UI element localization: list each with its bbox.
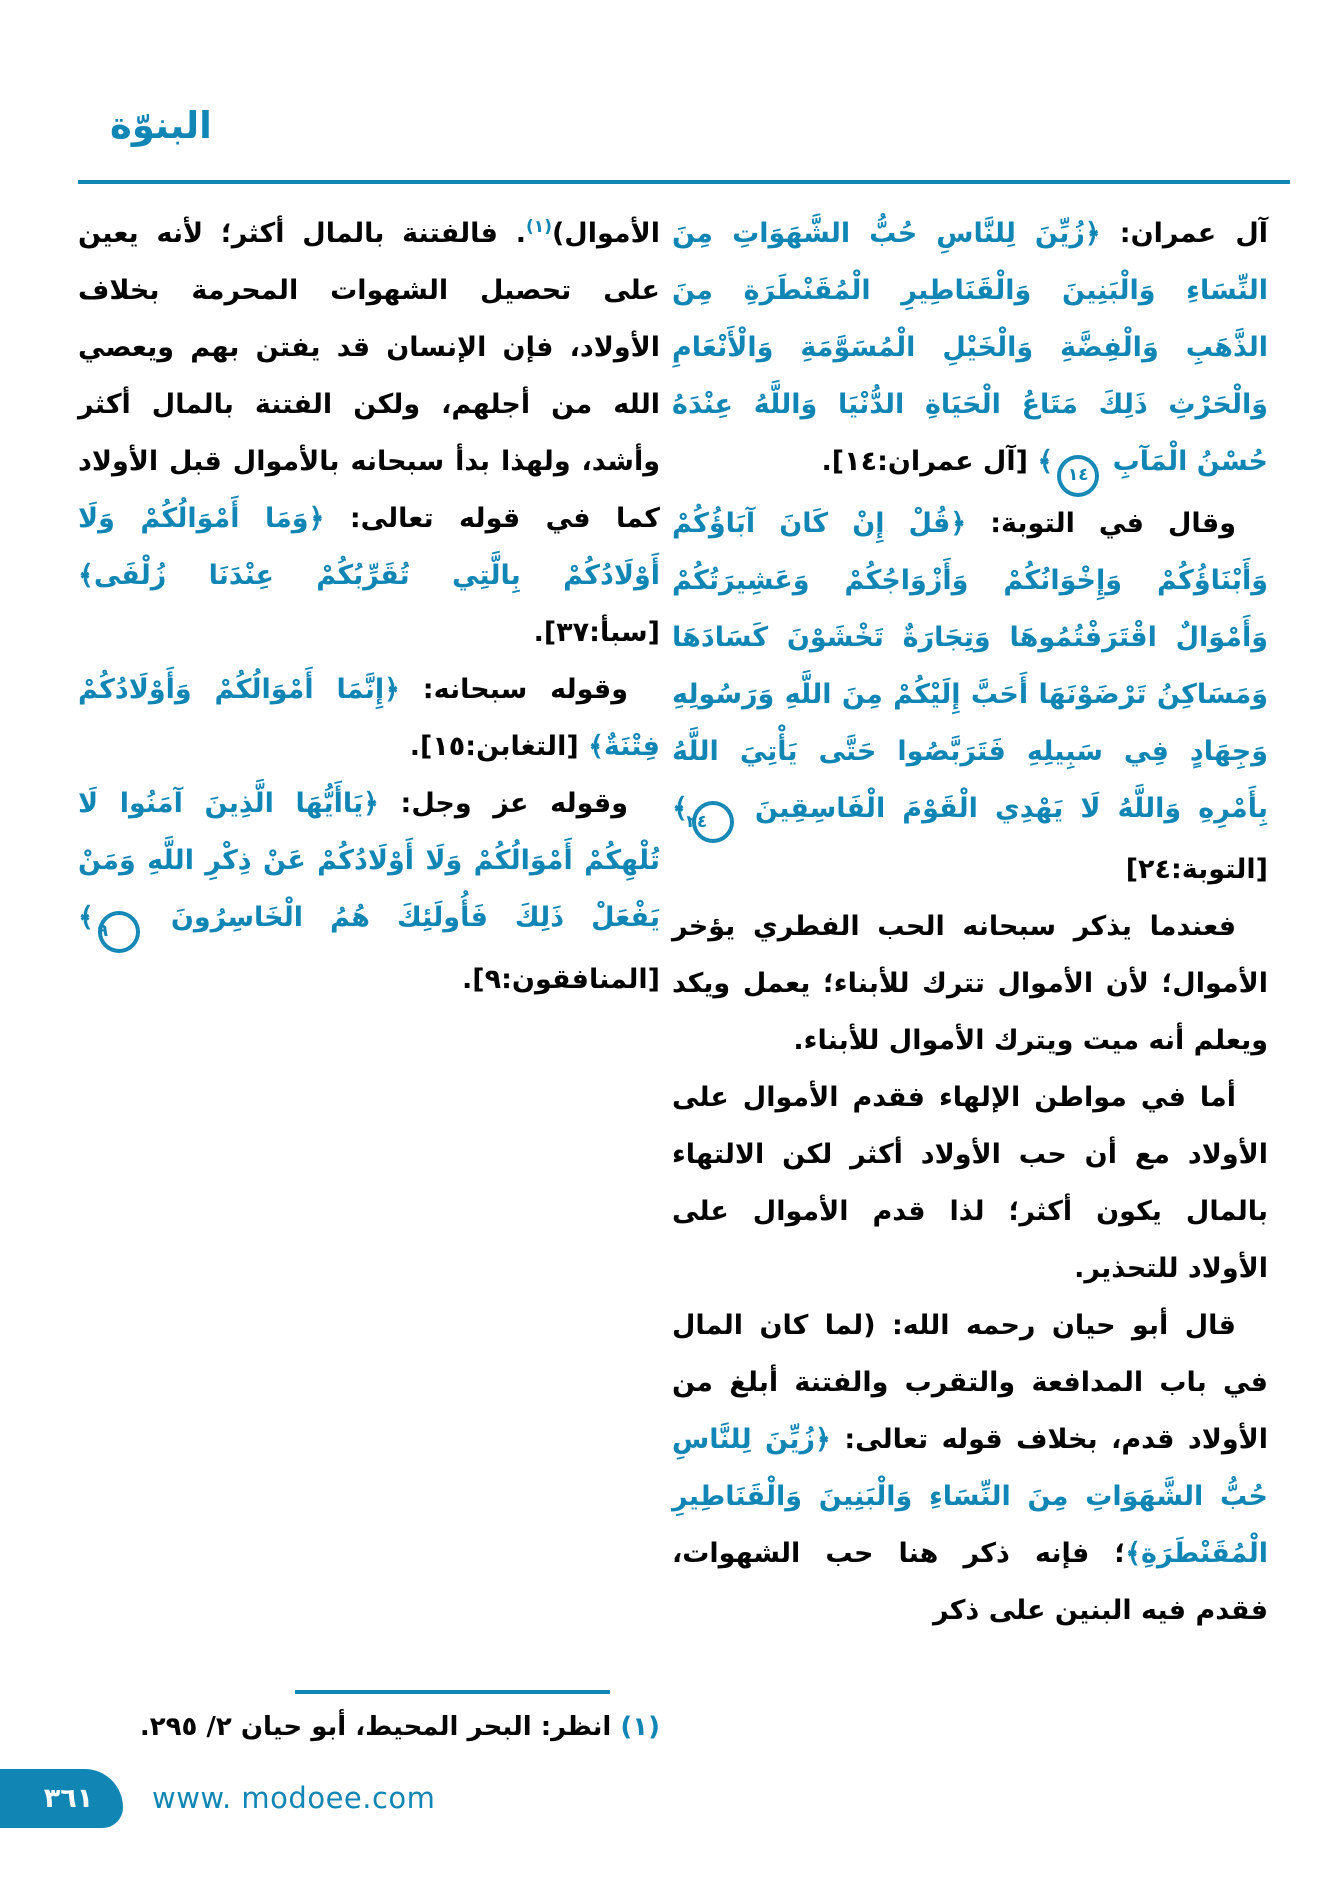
- paragraph: [78, 205, 660, 661]
- website-url: www. modoee.com: [152, 1781, 436, 1815]
- body-text-segment: [آل عمران:١٤].: [821, 446, 1028, 477]
- quran-verse-segment: ﴿إِنَّمَا أَمْوَالُكُمْ وَأَوْلَادُكُمْ فِتْنَةٌ﴾: [78, 674, 660, 762]
- footnote-text: انظر: البحر المحيط، أبو حيان ٢/ ٢٩٥.: [139, 1712, 621, 1742]
- footnote: [78, 1705, 660, 1749]
- footnote-ref-marker: (١): [526, 217, 552, 237]
- quran-verse-segment: ﴿زُيِّنَ لِلنَّاسِ حُبُّ الشَّهَوَاتِ مِنَ النِّسَاءِ وَالْبَنِينَ وَالْقَنَاطِيرِ الْمُقَنْطَرَةِ﴾: [672, 1424, 1268, 1569]
- quran-verse-segment: ﴿وَمَا أَمْوَالُكُمْ وَلَا أَوْلَادُكُمْ بِالَّتِي تُقَرِّبُكُمْ عِنْدَنَا زُلْفَى﴾: [78, 503, 660, 591]
- quran-verse-segment: ﴾: [78, 902, 94, 933]
- column-left: [78, 205, 660, 1008]
- body-text-segment: [التوبة:٢٤]: [1125, 854, 1268, 885]
- body-text-segment: أما في مواطن الإلهاء فقدم الأموال على الأولاد مع أن حب الأولاد أكثر لكن الالتهاء بالمال يكون أكثر؛ لذا قدم الأموال على الأولاد للتحذير.: [672, 1082, 1268, 1284]
- paragraph: [672, 1069, 1268, 1297]
- paragraph: [78, 661, 660, 775]
- quran-verse-segment: ﴿قُلْ إِنْ كَانَ آبَاؤُكُمْ وَأَبْنَاؤُكُمْ وَإِخْوَانُكُمْ وَأَزْوَاجُكُمْ وَعَشِيرَتُكُمْ وَأَمْوَالٌ اقْتَرَفْتُمُوهَا وَتِجَارَةٌ تَخْشَوْنَ كَسَادَهَا وَمَسَاكِنُ تَرْضَوْنَهَا أَحَبَّ إِلَيْكُمْ مِنَ اللَّهِ وَرَسُولِهِ وَجِهَادٍ فِي سَبِيلِهِ فَتَرَبَّصُوا حَتَّى يَأْتِيَ اللَّهُ بِأَمْرِهِ وَاللَّهُ لَا يَهْدِي الْقَوْمَ الْفَاسِقِينَ: [672, 507, 1268, 824]
- body-text-segment: الأموال): [551, 218, 660, 249]
- paragraph: [672, 205, 1268, 495]
- chapter-title: البنوّة: [110, 104, 212, 147]
- body-text-segment: [سبأ:٣٧].: [533, 617, 660, 648]
- body-text-segment: [التغابن:١٥].: [409, 731, 579, 762]
- body-text-segment: آل عمران:: [1100, 218, 1268, 249]
- quran-verse-segment: ﴾: [1027, 446, 1054, 477]
- body-text-segment: وقال في التوبة:: [966, 507, 1237, 539]
- body-text-segment: وقوله عز وجل:: [378, 788, 628, 819]
- ayah-number: ١٤: [1059, 457, 1097, 495]
- body-text-segment: فعندما يذكر سبحانه الحب الفطري يؤخر الأموال؛ لأن الأموال تترك للأبناء؛ يعمل ويكد ويعلم أنه ميت ويترك الأموال للأبناء.: [672, 911, 1268, 1056]
- ayah-number: ٢٤: [694, 803, 732, 841]
- paragraph: [672, 495, 1268, 899]
- column-right: [672, 205, 1268, 1639]
- footnote-separator: [295, 1690, 610, 1694]
- body-text-segment: قال أبو حيان رحمه الله: (لما كان المال في باب المدافعة والتقرب والفتنة أبلغ من الأولاد قدم، بخلاف قوله تعالى:: [672, 1310, 1268, 1455]
- paragraph: [78, 775, 660, 1008]
- body-text-segment: [المنافقون:٩].: [462, 963, 660, 995]
- quran-verse-segment: ﴾: [672, 792, 688, 824]
- body-text-segment: ؛ فإنه ذكر هنا حب الشهوات، فقدم فيه البنين على ذكر: [672, 1538, 1268, 1626]
- quran-verse-segment: ﴿يَاأَيُّهَا الَّذِينَ آمَنُوا لَا تُلْهِكُمْ أَمْوَالُكُمْ وَلَا أَوْلَادُكُمْ عَنْ ذِكْرِ اللَّهِ وَمَنْ يَفْعَلْ ذَلِكَ فَأُولَئِكَ هُمُ الْخَاسِرُونَ: [78, 788, 660, 933]
- paragraph: [672, 1297, 1268, 1639]
- body-text-segment: وقوله سبحانه:: [399, 674, 629, 705]
- quran-verse-segment: ﴿زُيِّنَ لِلنَّاسِ حُبُّ الشَّهَوَاتِ مِنَ النِّسَاءِ وَالْبَنِينَ وَالْقَنَاطِيرِ الْمُقَنْطَرَةِ مِنَ الذَّهَبِ وَالْفِضَّةِ وَالْخَيْلِ الْمُسَوَّمَةِ وَالْأَنْعَامِ وَالْحَرْثِ ذَلِكَ مَتَاعُ الْحَيَاةِ الدُّنْيَا وَاللَّهُ عِنْدَهُ حُسْنُ الْمَآبِ: [672, 218, 1268, 477]
- footnote-number: (١): [620, 1712, 660, 1742]
- page-number-tab: [0, 1769, 123, 1828]
- header-rule: [78, 180, 1290, 184]
- ayah-number: ٩: [100, 913, 138, 951]
- paragraph: [672, 898, 1268, 1069]
- page-number: ٣٦١: [43, 1783, 94, 1814]
- body-text-segment: . فالفتنة بالمال أكثر؛ لأنه يعين على تحصيل الشهوات المحرمة بخلاف الأولاد، فإن الإنسان قد يفتن بهم ويعصي الله من أجلهم، ولكن الفتنة بالمال أكثر وأشد، ولهذا بدأ سبحانه بالأموال قبل الأولاد كما في قوله تعالى:: [78, 218, 660, 534]
